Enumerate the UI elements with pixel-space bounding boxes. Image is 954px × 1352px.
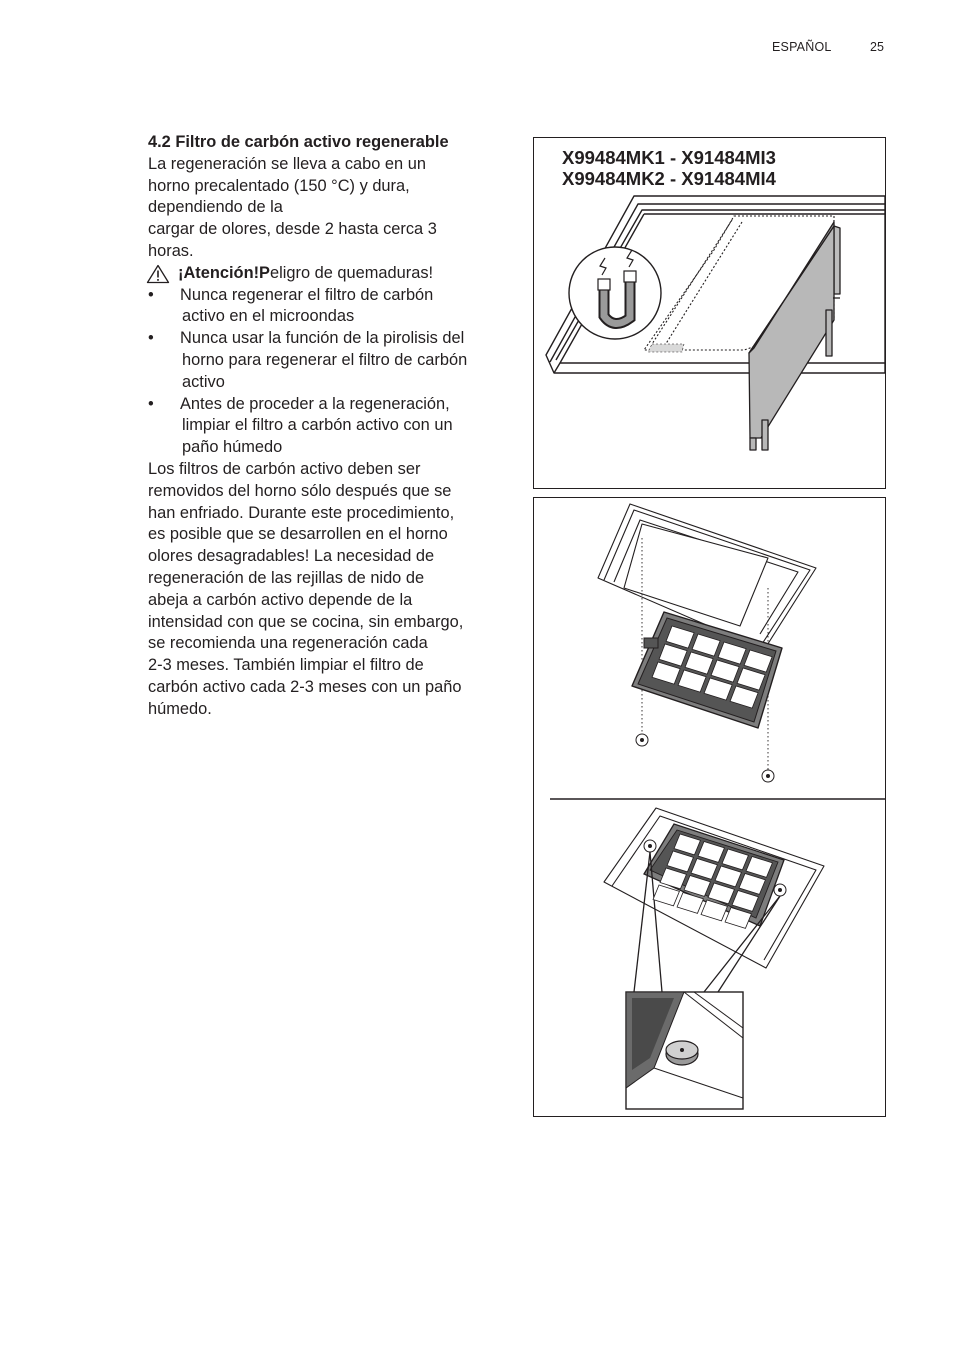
- header-language: ESPAÑOL: [772, 40, 832, 54]
- bullet-line: horno para regenerar el filtro de carbón: [182, 350, 468, 369]
- body-line: húmedo.: [148, 699, 212, 718]
- screw-icon: [636, 734, 774, 782]
- body-line: 2-3 meses. También limpiar el filtro de: [148, 656, 424, 675]
- body-line: removidos del horno sólo después que se: [148, 481, 452, 500]
- bullet-list: [148, 285, 513, 459]
- text-column: [148, 132, 513, 721]
- body-line: se recomienda una regeneración cada: [148, 634, 428, 653]
- body-line: intensidad con que se cocina, sin embargo,: [148, 612, 464, 631]
- bullet-line: activo en el microondas: [182, 307, 355, 326]
- bullet-item: [148, 328, 513, 393]
- bullet-line: paño húmedo: [182, 438, 283, 457]
- intro-line: horas.: [148, 241, 194, 260]
- magnet-icon: [569, 247, 661, 339]
- hood-underside-illustration: [534, 498, 885, 1116]
- intro-line: La regeneración se lleva a cabo en un: [148, 154, 426, 173]
- bullet-item: [148, 394, 513, 459]
- warning-triangle-icon: [146, 264, 170, 284]
- figure-regeneration-oven: [533, 137, 886, 489]
- bullet-mark: •: [148, 394, 154, 413]
- body-line: abeja a carbón activo depende de la: [148, 590, 413, 609]
- warning-text: eligro de quemaduras!: [269, 263, 434, 282]
- bullet-item: [148, 285, 513, 329]
- body-line: olores desagradables! La necesidad de: [148, 547, 435, 566]
- page-header: [0, 40, 954, 56]
- bullet-line: Nunca regenerar el filtro de carbón: [180, 285, 434, 304]
- bullet-mark: •: [148, 329, 154, 348]
- model-line: X99484MK2 - X91484MI4: [562, 168, 776, 189]
- body-line: Los filtros de carbón activo deben ser: [148, 459, 421, 478]
- body-line: es posible que se desarrollen en el horno: [148, 525, 448, 544]
- page-number: 25: [870, 40, 884, 54]
- bullet-line: Nunca usar la función de la pirolisis del: [180, 329, 465, 348]
- intro-line: dependiendo de la: [148, 198, 283, 217]
- body-line: regeneración de las rejillas de nido de: [148, 568, 425, 587]
- model-numbers: [562, 147, 776, 189]
- body-paragraph: [148, 459, 513, 721]
- bullet-line: Antes de proceder a la regeneración,: [180, 394, 450, 413]
- intro-line: cargar de olores, desde 2 hasta cerca 3: [148, 220, 437, 239]
- intro-line: horno precalentado (150 °C) y dura,: [148, 176, 410, 195]
- model-line: X99484MK1 - X91484MI3: [562, 147, 776, 168]
- bullet-line: limpiar el filtro a carbón activo con un: [182, 416, 453, 435]
- body-line: carbón activo cada 2-3 meses con un paño: [148, 677, 462, 696]
- bullet-mark: •: [148, 285, 154, 304]
- bullet-line: activo: [182, 372, 225, 391]
- zoom-detail-illustration: [626, 992, 743, 1109]
- figure-filter-installation: [533, 497, 886, 1117]
- filter-plate-illustration: [534, 138, 885, 488]
- body-line: han enfriado. Durante este procedimiento,: [148, 503, 455, 522]
- warning-line: [148, 263, 513, 285]
- intro-paragraph: [148, 154, 513, 263]
- section-title: 4.2 Filtro de carbón activo regenerable: [148, 133, 449, 151]
- warning-label: ¡Atención!P: [178, 263, 270, 282]
